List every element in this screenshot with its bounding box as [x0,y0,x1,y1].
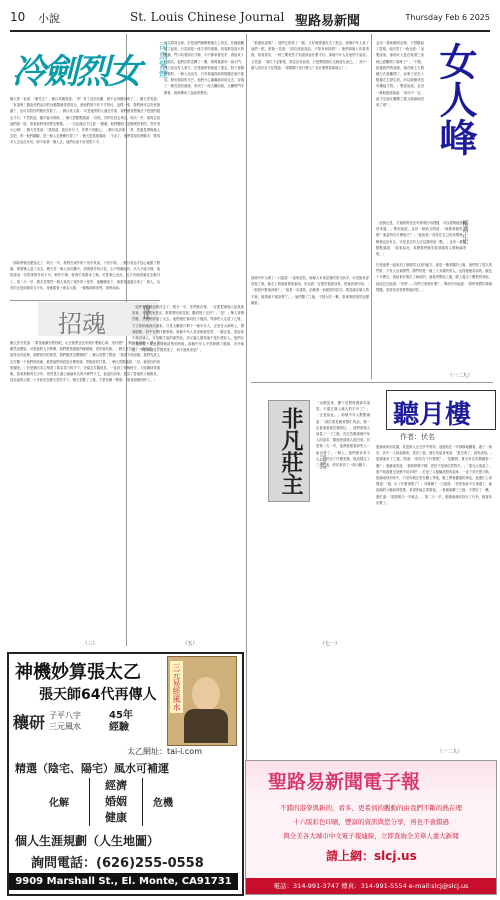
ad-right-site [326,847,417,864]
story-title-leng-jian-lie-nu: 冷劍烈女 [12,52,140,92]
ad-phone-label: 詢問電話： [31,856,97,871]
ad-subheadline: 張天師64代再傳人 [39,687,157,703]
ad-right-line3: 與全美各大城市中文電子報連線，立即查詢全美華人重大新聞 [283,832,459,840]
story-body: 劉天雲冷笑道：「要找就讓你們找吧，反正我們也沒有做什麼虧心事，怕什麼？」劉月英卻道：「爹，話雖然這麼說，可是他們人多勢眾，我們要是跟他們硬碰硬，恐怕會吃虧。」劉天雲沉吟了一會兒道：「你說得也有道理，那麼依你的意思，我們應該怎麼辦呢？」劉月英想了想道：「我看不如這樣，我們先派人去打聽一下他們的底細，看看他們到底是什麼來頭，然後再作打算。」劉天雲點頭道：「好，就依你的意思辦吧。」於是劉月英立刻派了幾名得力的手下，分頭去打聽消息，一直到了傍晚時分，才陸續回來稟報。原來那個青衣少年，竟然是江湖上赫赫有名的冷劍門少主，他這次前來，是為了替他的父親報仇，因為他的父親二十年前死在劉天雲的手下。劉天雲聽了之後，不禁長嘆一聲道：「冤冤相報何時了。」 [10,341,160,383]
installment-number: （一二九） [447,373,473,379]
ad-tagline: 精選（陰宅、陽宅）風水可補運 [15,762,169,775]
ad-crisis-label: 危機 [153,798,173,809]
ad-right-site-url[interactable]: slcj.us [374,849,417,863]
paper-name-en: St. Louis Chinese Journal [130,10,285,24]
ad-area-health: 健康 [105,811,127,824]
portrait-face [192,677,220,711]
page-number: 10 [10,10,26,24]
installment-number: （七一） [319,641,340,647]
ad-experience [109,710,133,734]
story-body: 「這倒也是，不過我們並沒有發現任何證據，可以證明她曾經回來過。」警部說道。金田一耕助又問道：「那麼那個男人呢？他當時在什麼地方？」「他說他一直待在自己的房間裡，哪裡也沒有去，可是並沒有人可以證明這一點。」金田一耕助點點頭道：「原來如此，那麼我們就先從那個男人開始調查吧。」 [376,221,466,257]
installment-number: （三） [82,641,98,647]
section-divider [251,382,493,383]
story-author: 橫溝正史 [461,220,468,244]
story-author: 司馬紫煙 [157,42,167,78]
story-title-zhao-hun: 招魂 [58,310,106,338]
ad-resolve-label: 化解 [49,798,69,809]
story-body: 「這件事情就這樣決定了，明天一早，你們就出發，一定要把那個人給我抓回來，不管是死是活，都要帶回來見我，聽清楚了沒有？」「是！」眾人齊聲答應，然後紛紛退了出去。他們連忙躲到柱子後面，等那些人走遠了之後，才又悄悄地探出頭來，只見大廳裡只剩下一個中年人，正坐在太師椅上，閉著眼睛，似乎在想什麼事情。那個中年人長得相貌堂堂，一臉正氣，看起來不像是壞人，可是剛才說的那些話，卻又讓人覺得他不是什麼好人。他們正在猶豫要不要進去問個清楚的時候，那個中年人突然睜開了眼睛，冷冷地道：「外面的朋友，既然來了，何不進來坐坐？」 [132,305,244,353]
ad-glyph [13,710,45,733]
ad-service-bazi: 子平八字 [49,711,81,720]
issue-date: Thursday Feb 6 2025 [405,13,490,22]
story-body: 於是他們一起來到了那個男人住的地方，那是一棟老舊的公寓，他們按了很久的門鈴，才有人出來開門。開門的是一個三十多歲的男人，長得瘦瘦高高的，臉色十分蒼白，看起來好像生了病似的。他看到警部之後，臉上露出了驚慌的神色，結結巴巴地道：「你們……你們又來做什麼？」警部冷冷地道：「我們來問你幾個問題，希望你老老實實地回答。」 [376,263,492,292]
ad-address: 9909 Marshall St., El. Monte, CA91731 [9,873,238,890]
story-author: 司馬 [319,455,327,469]
story-body: 夏鎮東來到花園，見是兩人正在亭中對弈，他便站在一旁靜靜地觀看。過了一會兒，其中一人抬起頭來，看見了他，連忙站起身來道：「夏兄來了，請坐請坐。」夏鎮東坐下之後，問道：「兩位在下什麼棋？」「是圍棋，夏兄有沒有興趣來一盤？」夏鎮東笑道：「我的棋藝不精，恐怕不是兩位的對手。」「夏兄太客氣了，誰不知道夏兄是棋中高手呢？」於是三人便輪流對弈起來，一直下到天黑才散。夏鎮東回到家中，只見母親正坐在廳上等他，臉上帶著憂慮的神色，他連忙上前問道：「娘，出了什麼事情了？」母親嘆了一口氣道：「你的表妹今天來過了，她說她的父親病得很重，希望你能去看看他。」夏鎮東聽了之後，不禁吃了一驚，連忙道：「那我明天一早就去。」第二天一早，夏鎮東就收拾好了行李，騎著馬出發了。 [376,445,492,505]
column-divider [371,34,372,379]
e-newsletter-ad [245,760,497,895]
ad-experience-label: 經驗 [109,722,129,733]
installment-number: （一二九） [437,749,463,755]
ad-life-planning: 個人生涯規劃（人生地圖） [15,834,160,848]
ad-service-fengshui: 三元風水 [49,722,81,731]
master-photo [167,656,237,746]
installment-number: （五） [182,641,198,647]
ad-website[interactable]: 太乙網址：tai-i.com [127,747,202,756]
story-author: 作者：伏名 [400,433,435,441]
story-body: 劉天雲一怔道：「劉先生？」劉月英嬌笑道：「爹！有了這份計劃，就不必再費周章了。」劉天雲笑道：「有道理！聽說你們這次的計劃籌備得很周全，連他們都不好下手對付，這樣一來，我們就可以安枕無憂了，也可以替你們報仇雪恨了。」劉月英又道：「可是他們的人還在外面，我們總得想個法子把他們趕走才行，不然的話，遲早會出事情。」劉天雲點點頭道：「好吧，你們先回去休息，明天一早，我再去找他們談一談，看看他們到底想怎麼樣。」一名壯漢忍不住道：「劉爺，他們擺明了是衝著您來的，您可得小心啊！」劉天雲笑道：「我知道，我自有分寸，你們不用擔心。」劉月英卻道：「爹，您還是帶幾個人去吧，萬一他們翻臉，您一個人怎麼應付得了？」劉天雲搖搖頭道：「不必了，他們要是真想動手，帶再多人去也沒有用，倒不如我一個人去，他們反而不好意思下手。」 [10,97,160,145]
story-body: 「這麼說來，閣下是想保護那本祕笈，不讓它落入壞人的手中了？」「正是如此。」那個中年人點點頭道：「兩位要是願意幫忙的話，我一定會重重地答謝兩位。」他們兩個人商量了一下之後，決定答應那個中年人的請求，幫他把那個人抓回來。於是第二天一早，他們就跟著那些人一起出發了。一路上，他們都非常小心，生怕出了什麼差錯，就這樣走了三天三夜，終於來到了一座山腳下。 [316,401,370,468]
ad-right-line1: 不錯的港學與新的，看多、更希到的觀動的由我們不斷的熱在理 [280,804,462,812]
ad-right-line2: 十六版彩色印刷，豐富的資訊與您分享，再也不會錯過 [293,818,449,826]
fei-fan-title-box [268,400,310,502]
ad-areas [89,778,143,826]
story-author: 倪匡 [143,305,151,319]
story-body: 可以看到全部，於是他們就輕輕地走上前去，仔細地觀察了起來，只見那是一座古老的建築，四周都是高大的圍牆，門口站著兩名守衛，手中都拿著長矛，看起來十分威武。他們在附近轉了一圈，發現後面有一扇小門，門口並沒有人看守，於是便悄悄地溜了進去。院子裡靜悄悄的，一個人也沒有，只有幾盞昏暗的燈籠在風中搖晃，發出微弱的光芒。他們小心翼翼地向前走去，穿過了一條長長的迴廊，來到了一座大廳前面，大廳的門半開著，裡面傳來了說話的聲音。 [164,41,244,95]
section-divider [10,300,160,301]
ad-area-economy: 經濟 [105,779,127,792]
ad-years: 45年 [109,710,133,721]
ad-glyph-left: 穰 [13,713,30,732]
story-body: 金田一耕助聽到這裡，不禁皺起了眉頭，他沉思了一會兒道：「這麼說來，那個女人是在案發之前就已經離開了那裡了？」「不錯，根據我們的調查，她在晚上九點鐘左右就離開了，而案子是在十點鐘左右發生的，所以她應該沒有嫌疑才對。」警部說道。金田一耕助搖搖頭道：「那可不一定，說不定她在離開之後又偷偷地回來了呢？」 [376,41,424,108]
ting-yue-lou-title-box [386,390,496,430]
ad-glyph-right: 研 [29,713,46,732]
ad-phone-line [31,852,204,871]
ad-services [49,710,81,732]
ad-right-site-label: 請上網： [326,849,375,863]
paper-name-cn: 聖路易新聞 [295,14,361,29]
story-body: 「那我們就這麼說定了，明天一早，我們在城外的十里亭見面，不見不散。」劉月英這才放心地點了點頭，帶著眾人退了出去。劉天雲一個人坐在廳中，望著窗外的月色，心中思潮起伏，久久不能平靜。他知道這一次的事情非同小可，稍有不慎，就會引來殺身之禍，可是事已至此，也只有硬著頭皮去應付了。第二天一早，劉天雲果然一個人來到了城外的十里亭，他剛剛坐下，就看見遠處走來了一群人，為首的正是那個青衣少年，身後跟著十幾名大漢，一個個神情凶悍，來勢洶洶。 [10,261,160,290]
section-name: 小說 [38,12,60,25]
ad-right-title: 聖路易新聞電子報 [268,771,421,793]
photo-caption: 三元易經風水 [172,663,181,711]
feng-shui-ad [7,652,244,896]
ad-phone[interactable]: (626)255-0558 [96,856,204,871]
story-body: 「那還用說嗎？」他們互相看了一眼，只好硬著頭皮走了進去。那個中年人看了他們一眼，微微一笑道：「兩位深夜造訪，不知有何指教？」他們兩個人你看看我，我看看你，一時之間竟然不知道該說什麼才好。那個中年人見他們不說話，又笑道：「兩位不必緊張，我並沒有惡意，只是想跟兩位交個朋友而已。」其中一個人終於忍不住問道：「請問閣下是什麼人？為什麼要抓那個人？」 [251,41,369,70]
ad-right-footer: 電話：314-991-3747 傳真：314-991-5554 e-mail:slcj@slcj.us [246,878,496,894]
page-header [10,8,490,32]
story-title-ting-yue-lou: 聽月樓 [393,400,472,430]
story-body: 那個中年人嘆了一口氣道：「說來話長，那個人本來是我的得力助手，可是後來卻背叛了我，偷走了我最重要的東西，所以我一定要把他抓回來，把東西拿回來。」「那是什麼東西呢？」「那是一本祕笈，記載著一套絕世的武功，要是落在壞人的手裡，後果就不堪設想了。」他們聽了之後，不禁大吃一驚，原來事情竟然這麼嚴重。 [251,276,369,305]
ad-headline: 神機妙算張太乙 [15,662,141,683]
story-title-nu-ren-feng: 女人峰 [433,42,478,156]
portrait-body [184,709,228,743]
ad-area-marriage: 婚姻 [105,795,127,808]
story-title-fei-fan-zhuang-zhu: 非凡莊主 [278,407,304,495]
